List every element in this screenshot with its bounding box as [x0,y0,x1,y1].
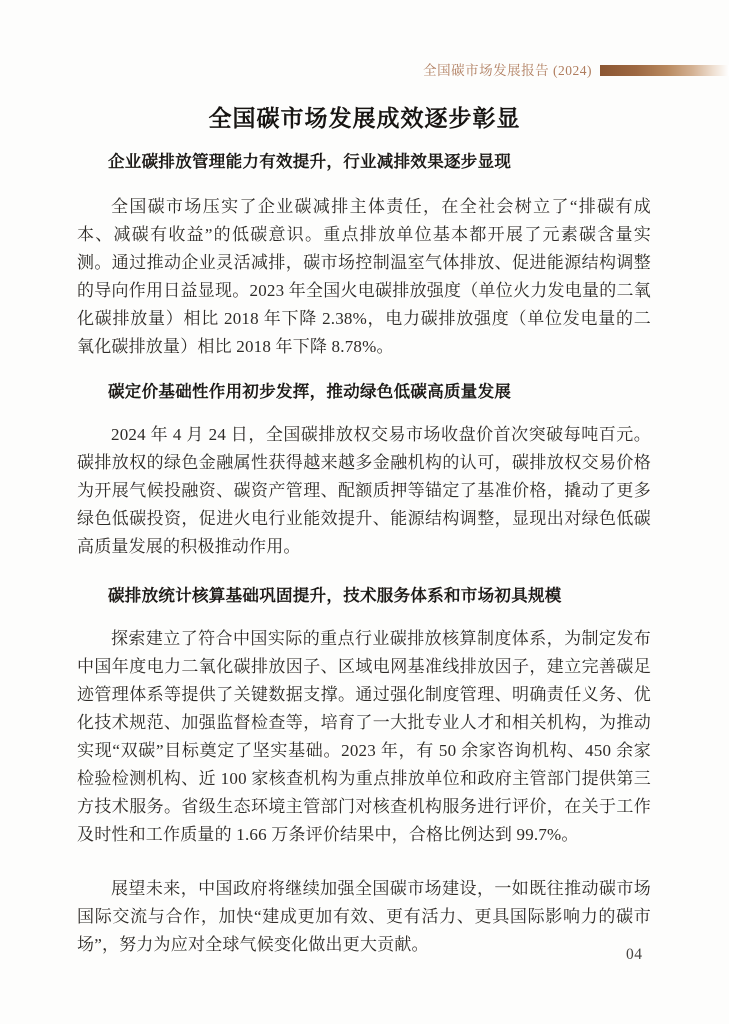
header-gradient-bar [600,65,729,76]
section-paragraph-carbon-pricing: 2024 年 4 月 24 日，全国碳排放权交易市场收盘价首次突破每吨百元。碳排放权的绿色金融属性获得越来越多金融机构的认可，碳排放权交易价格为开展气候投融资、碳资产管理、配额质押等锚定了基准价格，撬动了更多绿色低碳投资，促进火电行业能效提升、能源结构调整，显现出对绿色低碳高质量发展的积极推动作用。 [77,425,651,556]
section-heading-carbon-pricing: 碳定价基础性作用初步发挥，推动绿色低碳高质量发展 [108,382,512,401]
running-header [0,61,729,79]
running-header-report-title: 全国碳市场发展报告 (2024) [423,63,592,78]
section-paragraph-enterprise-management: 全国碳市场压实了企业碳减排主体责任，在全社会树立了“排碳有成本、减碳有收益”的低碳意识。重点排放单位基本都开展了元素碳含量实测。通过推动企业灵活减排，碳市场控制温室气体排放、促进能源结构调整的导向作用日益显现。2023 年全国火电碳排放强度（单位火力发电量的二氧化碳排放量）相比 2018 年下降 2.38%，电力碳排放强度（单位发电量的二氧化碳排放量）相比 2018 年下降 8.78%。 [77,197,651,356]
closing-paragraph: 展望未来，中国政府将继续加强全国碳市场建设，一如既往推动碳市场国际交流与合作，加快“建成更加有效、更有活力、更具国际影响力的碳市场”，努力为应对全球气候变化做出更大贡献。 [77,879,651,954]
section-heading-statistics-accounting: 碳排放统计核算基础巩固提升，技术服务体系和市场初具规模 [108,586,562,605]
document-body [77,148,651,959]
section-heading-enterprise-management: 企业碳排放管理能力有效提升，行业减排效果逐步显现 [108,152,512,171]
page-title: 全国碳市场发展成效逐步彰显 [208,106,521,131]
page-number: 04 [626,946,643,963]
section-paragraph-statistics-accounting: 探索建立了符合中国实际的重点行业碳排放核算制度体系，为制定发布中国年度电力二氧化碳排放因子、区域电网基准线排放因子，建立完善碳足迹管理体系等提供了关键数据支撑。通过强化制度管理、明确责任义务、优化技术规范、加强监督检查等，培育了一大批专业人才和相关机构，为推动实现“双碳”目标奠定了坚实基础。2023 年，有 50 余家咨询机构、450 余家检验检测机构、近 100 家核查机构为重点排放单位和政府主管部门提供第三方技术服务。省级生态环境主管部门对核查机构服务进行评价，在关于工作及时性和工作质量的 1.66 万条评价结果中，合格比例达到 99.7%。 [77,629,651,844]
